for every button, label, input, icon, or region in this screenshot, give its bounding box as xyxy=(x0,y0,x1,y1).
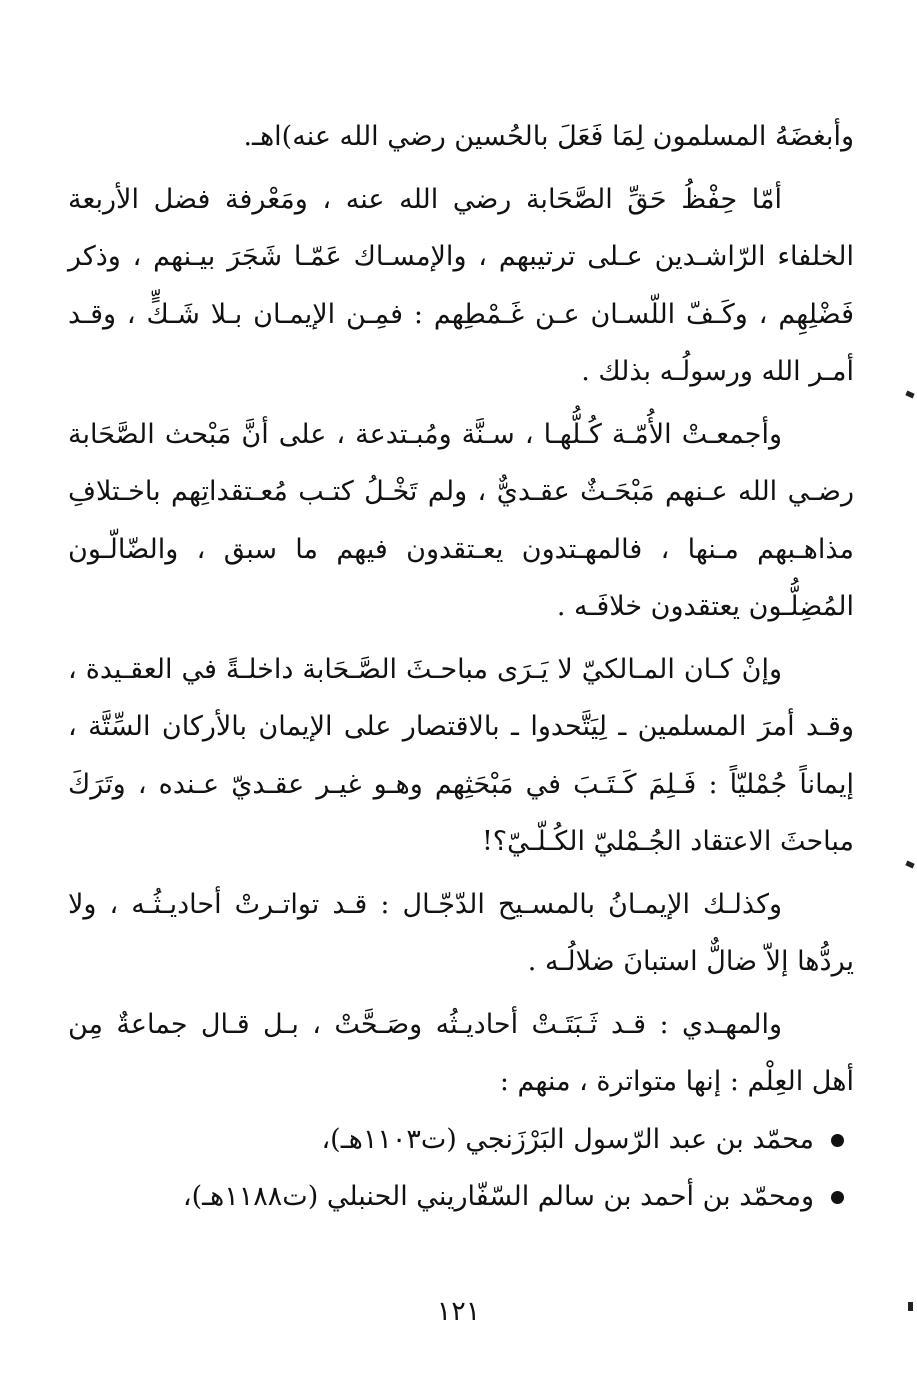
bullet-icon xyxy=(831,1134,844,1147)
page-number: ١٢١ xyxy=(436,1296,481,1327)
paragraph-6: والمهـدي : قـد ثَـبَتَـتْ أحاديـثُه وصَـحَّتْ ، بـل قـال جماعةٌ مِن أهل العِلْم : إنها متواترة ، منهم : xyxy=(68,1008,854,1097)
scan-edge-mark xyxy=(905,391,914,399)
bullet-list xyxy=(68,1111,854,1226)
paragraph-1: وأبغضَهُ المسلمون لِمَا فَعَلَ بالحُسين رضي الله عنه)اهـ. xyxy=(243,121,854,152)
list-item xyxy=(68,1168,854,1226)
list-item-text: محمّد بن عبد الرّسول البَرْزَنجي (ت١١٠٣هـ)، xyxy=(321,1123,814,1155)
paragraph-5: وكذلـك الإيمـانُ بالمسـيح الدّجّـال : قـد تواتـرتْ أحاديـثُـه ، ولا يردُّها إلاّ ضالٌّ استبانَ ضلالُـه . xyxy=(68,888,854,977)
paragraph-4: وإنْ كـان المـالكيّ لا يَـرَى مباحـثَ الصَّـحَابة داخلـةً في العقـيدة ، وقـد أمرَ المسلمين ـ لِيَتَّحدوا ـ بالاقتصار على الإيمان بالأركان السِّتَّة ، إيماناً جُمْليّاً : فَـلِمَ كَـتَـبَ في مَبْحَثِهم وهـو غيـر عقـديّ عـنده ، وتَرَكَ مباحثَ الاعتقاد الجُـمْليّ الكُـلّـيّ؟! xyxy=(68,653,854,857)
paragraph-2: أمّا حِفْظُ حَقِّ الصَّحَابة رضي الله عنه ، ومَعْرفة فضل الأربعة الخلفاء الرّاشـدين عـلى ترتيبهم ، والإمسـاك عَمّـا شَجَرَ بيـنهم ، وذكر فَضْلِهِم ، وكَـفّ اللّسـان عـن غَـمْطِهم : فمِـن الإيمـان بـلا شَـكٍّ ، وقـد أمـر الله ورسولُـه بذلك . xyxy=(68,183,854,387)
paragraph-3: وأجمعـتْ الأُمّـة كُـلُّهـا ، سـنَّة ومُبـتدعة ، على أنَّ مَبْحث الصَّحَابة رضـي الله عـنهم مَبْحَـثٌ عقـديٌّ ، ولم تَخْـلُ كتـب مُعـتقداتِهم باخـتلافِ مذاهـبهم مـنها ، فالمهـتدون يعـتقدون فيهم ما سبق ، والضّالّـون المُضِلُّـون يعتقدون خلافَـه . xyxy=(68,418,854,622)
list-item xyxy=(68,1111,854,1169)
bullet-icon xyxy=(831,1191,844,1204)
scan-edge-mark xyxy=(905,861,914,869)
body-text xyxy=(68,108,854,1226)
list-item-text: ومحمّد بن أحمد بن سالم السّفّاريني الحنبلي (ت١١٨٨هـ)، xyxy=(182,1181,814,1212)
scan-edge-mark xyxy=(908,1302,913,1311)
